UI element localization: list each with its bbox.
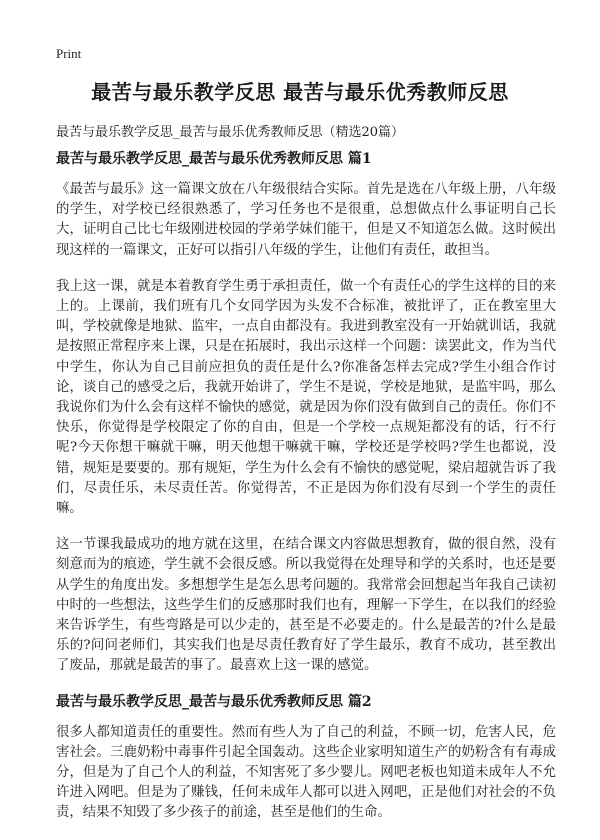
section-heading: 最苦与最乐教学反思_最苦与最乐优秀教师反思 篇1 bbox=[56, 151, 372, 167]
paragraph: 很多人都知道责任的重要性。然而有些人为了自己的利益，不顾一切，危害人民，危害社会。三鹿奶粉中毒事件引起全国轰动。这些企业家明知道生产的奶粉含有有毒成分，但是为了自己个人的利益，不知害死了多少婴儿。网吧老板也知道未成年人不允许进入网吧。但是为了赚钱，任何未成年人都可以进入网吧，正是他们对社会的不负责，结果不知毁了多少孩子的前途，甚至是他们的生命。 bbox=[56, 724, 556, 821]
paragraph: 《最苦与最乐》这一篇课文放在八年级很结合实际。首先是选在八年级上册，八年级的学生，对学校已经很熟悉了，学习任务也不是很重，总想做点什么事证明自己长大，证明自己比七年级刚进校园的学弟学妹们能干，但是又不知道怎么做。这时候出现这样的一篇课文，正好可以指引八年级的学生，让他们有责任，敢担当。 bbox=[56, 182, 556, 258]
page-title: 最苦与最乐教学反思 最苦与最乐优秀教师反思 bbox=[91, 80, 509, 104]
paragraph: 这一节课我最成功的地方就在这里，在结合课文内容做思想教育，做的很自然，没有刻意而为的痕迹，学生就不会很反感。所以我觉得在处理导和学的关系时，也还是要从学生的角度出发。多想想学生是怎么思考问题的。我常常会回想起当年我自己读初中时的一些想法，这些学生们的反感那时我们也有，理解一下学生，在以我们的经验来告诉学生，有些弯路是可以少走的，甚至是不必要走的。什么是最苦的?什么是最乐的?问问老师们，其实我们也是尽责任教育好了学生最乐，教育不成功，甚至教出了废品，那就是最苦的事了。最喜欢上这一课的感觉。 bbox=[56, 537, 556, 674]
article-body bbox=[56, 150, 556, 840]
document-subtitle: 最苦与最乐教学反思_最苦与最乐优秀教师反思（精选20篇） bbox=[56, 125, 405, 140]
print-link[interactable]: Print bbox=[56, 46, 82, 61]
paragraph: 我上这一课，就是本着教育学生勇于承担责任，做一个有责任心的学生这样的目的来上的。上课前，我们班有几个女同学因为头发不合标准，被批评了，正在教室里大叫，学校就像是地狱、监牢，一点自由都没有。我进到教室没有一开始就训话，我就是按照正常程序来上课，只是在拓展时，我出示这样一个问题：读罢此文，作为当代中学生，你认为自己目前应担负的责任是什么?你准备怎样去完成?学生小组合作讨论，谈自己的感受之后，我就开始讲了，学生不是说，学校是地狱，是监牢吗，那么我说你们为什么会有这样不愉快的感觉，就是因为你们没有做到自己的责任。你们不快乐，你觉得是学校限定了你的自由，但是一个学校一点规矩都没有的话，行不行呢?今天你想干嘛就干嘛，明天他想干嘛就干嘛，学校还是学校吗?学生也都说，没错，规矩是要要的。那有规矩，学生为什么会有不愉快的感觉呢，梁启超就告诉了我们，尽责任乐，未尽责任苦。你觉得苦，不正是因为你们没有尽到一个学生的责任嘛。 bbox=[56, 278, 556, 517]
section-heading: 最苦与最乐教学反思_最苦与最乐优秀教师反思 篇2 bbox=[56, 693, 372, 710]
